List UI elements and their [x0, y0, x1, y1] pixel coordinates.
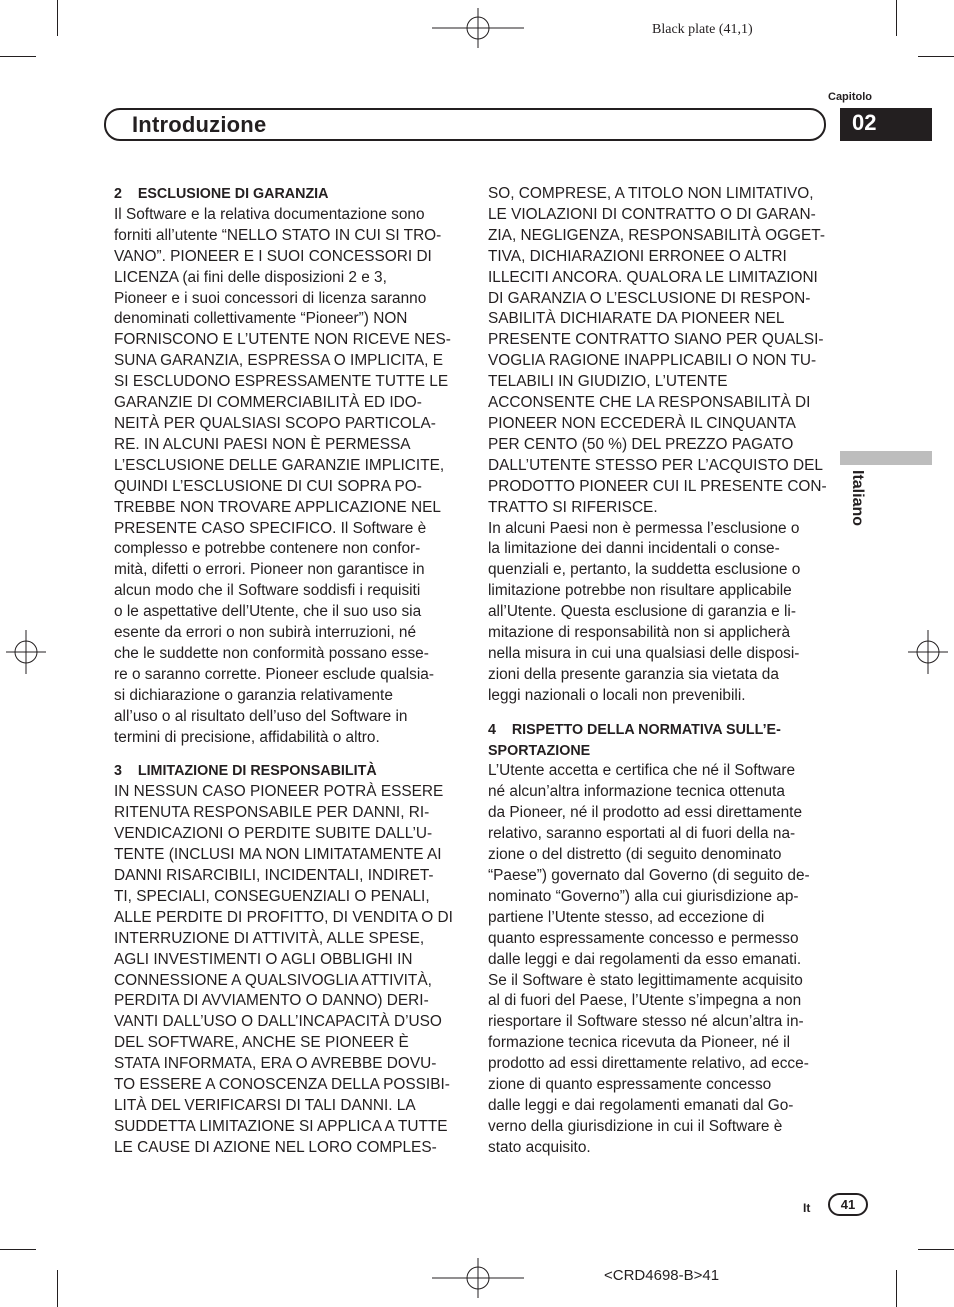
- section-3-heading: 3 LIMITAZIONE DI RESPONSABILITÀ: [114, 763, 377, 780]
- text-line: STATA INFORMATA, ERA O AVREBBE DOVU-: [114, 1055, 437, 1073]
- language-label: Italiano: [849, 470, 866, 527]
- text-line: TELABILI IN GIUDIZIO, L’UTENTE: [488, 373, 728, 391]
- section-3-continued-body: [488, 184, 833, 707]
- registration-mark-left: [6, 630, 46, 674]
- crop-mark: [918, 56, 954, 57]
- text-line: DEL SOFTWARE, ANCHE SE PIONEER È: [114, 1034, 409, 1052]
- text-line: IN NESSUN CASO PIONEER POTRÀ ESSERE: [114, 783, 444, 801]
- crop-mark: [0, 1249, 36, 1250]
- text-line: RE. IN ALCUNI PAESI NON È PERMESSA: [114, 435, 411, 453]
- text-line: CONNESSIONE A QUALSIVOGLIA ATTIVITÀ,: [114, 971, 432, 989]
- crop-mark: [896, 1270, 897, 1307]
- text-line: LE CAUSE DI AZIONE NEL LORO COMPLES-: [114, 1138, 437, 1156]
- text-line: complesso e potrebbe contenere non confor-: [114, 540, 421, 558]
- text-line: QUINDI L’ESCLUSIONE DI CUI SOPRA PO-: [114, 477, 422, 495]
- text-line: da Pioneer, né il prodotto ad essi direttamente: [488, 804, 802, 822]
- crop-mark: [918, 1249, 954, 1250]
- text-line: Pioneer e i suoi concessori di licenza saranno: [114, 289, 427, 307]
- section-4-heading-line-1: 4 RISPETTO DELLA NORMATIVA SULL’E-: [488, 721, 781, 738]
- text-line: nella misura in cui una qualsiasi delle disposi-: [488, 644, 800, 662]
- text-line: al di fuori del Paese, l’Utente s’impegna a non: [488, 992, 802, 1010]
- text-line: leggi nazionali o locali non prevenibili.: [488, 686, 746, 704]
- text-line: ZIA, NEGLIGENZA, RESPONSABILITÀ OGGET-: [488, 226, 825, 244]
- text-line: “Paese”) governato dal Governo (di seguito de-: [488, 867, 810, 884]
- text-line: PERDITA DI AVVIAMENTO O DANNO) DERI-: [114, 992, 429, 1010]
- text-line: forniti all’utente “NELLO STATO IN CUI SI TRO-: [114, 226, 442, 244]
- text-line: FORNISCONO E L’UTENTE NON RICEVE NES-: [114, 331, 451, 349]
- text-line: si dichiarazione o garanzia relativamente: [114, 686, 393, 704]
- text-line: prodotto ad essi direttamente relativo, ad ecce-: [488, 1055, 809, 1073]
- text-line: VANTI DALL’USO O DALL’INCAPACITÀ D’USO: [114, 1013, 442, 1031]
- text-line: PIONEER NON ECCEDERÀ IL CINQUANTA: [488, 414, 796, 432]
- text-line: riesportare il Software stesso né alcun’altra in-: [488, 1013, 804, 1031]
- text-line: quanto espressamente concesso e permesso: [488, 929, 799, 947]
- text-line: termini di precisione, affidabilità o altro.: [114, 728, 380, 746]
- text-line: all’uso o al risultato dell’uso del Software in: [114, 707, 408, 725]
- text-line: AGLI INVESTIMENTI O AGLI OBBLIGHI IN: [114, 950, 413, 968]
- section-2-heading: 2 ESCLUSIONE DI GARANZIA: [114, 186, 329, 202]
- chapter-number-tab: [840, 108, 932, 141]
- registration-mark-bottom: [432, 1258, 524, 1298]
- text-line: LITÀ DEL VERIFICARSI DI TALI DANNI. LA: [114, 1096, 416, 1114]
- language-tab-bar: [840, 451, 932, 465]
- language-code: It: [803, 1201, 811, 1215]
- text-line: verno della giurisdizione in cui il Software è: [488, 1117, 783, 1135]
- text-line: alcun modo che il Software soddisfi i requisiti: [114, 582, 421, 600]
- text-line: zione di quanto espressamente concesso: [488, 1076, 772, 1094]
- text-line: Il Software e la relativa documentazione sono: [114, 205, 425, 223]
- text-line: SABILITÀ DICHIARATE DA PIONEER NEL: [488, 310, 785, 328]
- registration-mark-right: [908, 630, 948, 674]
- text-line: NEITÀ PER QUALSIASI SCOPO PARTICOLA-: [114, 414, 436, 432]
- crop-mark: [0, 56, 36, 57]
- text-line: dalle leggi e dai regolamenti da esso emanati.: [488, 950, 802, 968]
- text-line: VENDICAZIONI O PERDITE SUBITE DALL’U-: [114, 825, 433, 843]
- text-line: all’Utente. Questa esclusione di garanzia e li-: [488, 603, 796, 621]
- text-line: denominati collettivamente “Pioneer”) NON: [114, 310, 408, 328]
- text-line: ILLECITI ANCORA. QUALORA LE LIMITAZIONI: [488, 268, 818, 286]
- text-line: ALLE PERDITE DI PROFITTO, DI VENDITA O DI: [114, 908, 453, 926]
- text-line: che le suddette non conformità possano esse-: [114, 644, 429, 662]
- text-line: stato acquisito.: [488, 1138, 591, 1156]
- text-line: GARANZIE DI COMMERCIABILITÀ ED IDO-: [114, 394, 422, 412]
- text-line: DALL’UTENTE STESSO PER L’ACQUISTO DEL: [488, 456, 823, 474]
- section-4-body: [488, 761, 833, 1158]
- text-line: mità, difetti o errori. Pioneer non garantisce in: [114, 561, 425, 579]
- text-line: VANO”. PIONEER E I SUOI CONCESSORI DI: [114, 247, 432, 265]
- text-line: LICENZA (ai fini delle disposizioni 2 e 3,: [114, 268, 387, 286]
- text-line: L’ESCLUSIONE DELLE GARANZIE IMPLICITE,: [114, 456, 445, 474]
- text-line: INTERRUZIONE DI ATTIVITÀ, ALLE SPESE,: [114, 929, 425, 947]
- text-line: L’Utente accetta e certifica che né il Software: [488, 762, 796, 780]
- text-line: TENTE (INCLUSI MA NON LIMITATAMENTE AI: [114, 846, 442, 864]
- crop-mark: [57, 1270, 58, 1307]
- left-column: [114, 184, 459, 1159]
- text-line: TRATTO SI RIFERISCE.: [488, 498, 658, 516]
- text-line: TREBBE NON TROVARE APPLICAZIONE NEL: [114, 498, 441, 516]
- crop-mark: [896, 0, 897, 36]
- registration-mark-top: [432, 8, 524, 48]
- document-code: <CRD4698-B>41: [604, 1267, 720, 1284]
- section-4-heading-line-2: SPORTAZIONE: [488, 742, 591, 759]
- section-2-body: [114, 205, 459, 749]
- text-line: ACCONSENTE CHE LA RESPONSABILITÀ DI: [488, 394, 811, 412]
- section-title: Introduzione: [132, 112, 267, 137]
- section-3-body: [114, 782, 459, 1158]
- crop-mark: [57, 0, 58, 36]
- page-number: 41: [828, 1193, 868, 1216]
- text-line: RITENUTA RESPONSABILE PER DANNI, RI-: [114, 804, 430, 822]
- text-line: Se il Software è stato legittimamente acquisito: [488, 971, 803, 989]
- text-line: mitazione di responsabilità non si applicherà: [488, 624, 791, 642]
- text-line: PRODOTTO PIONEER CUI IL PRESENTE CON-: [488, 477, 827, 495]
- text-line: zione o del distretto (di seguito denominato: [488, 846, 782, 864]
- right-column: [488, 184, 833, 1159]
- section-title-box: [104, 108, 826, 141]
- text-line: quenziali e, pertanto, la suddetta esclusione o: [488, 561, 801, 579]
- text-line: TIVA, DICHIARAZIONI ERRONEE O ALTRI: [488, 247, 787, 265]
- chapter-number: 02: [852, 110, 877, 135]
- text-line: né alcun’altra informazione tecnica ottenuta: [488, 783, 785, 801]
- text-line: SUDDETTA LIMITAZIONE SI APPLICA A TUTTE: [114, 1117, 448, 1135]
- text-line: In alcuni Paesi non è permessa l’esclusione o: [488, 519, 800, 537]
- text-line: PRESENTE CASO SPECIFICO. Il Software è: [114, 519, 427, 537]
- text-line: formazione tecnica ricevuta da Pioneer, né il: [488, 1034, 790, 1052]
- text-line: DANNI RISARCIBILI, INCIDENTALI, INDIRET-: [114, 867, 434, 884]
- text-line: limitazione potrebbe non risultare applicabile: [488, 582, 792, 600]
- text-line: nominato “Governo”) alla cui giurisdizione ap-: [488, 887, 799, 905]
- text-line: relativo, saranno esportati al di fuori della na-: [488, 825, 796, 843]
- text-line: SUNA GARANZIA, ESPRESSA O IMPLICITA, E: [114, 352, 443, 370]
- text-line: SO, COMPRESE, A TITOLO NON LIMITATIVO,: [488, 185, 814, 202]
- text-line: PRESENTE CONTRATTO SIANO PER QUALSI-: [488, 331, 824, 349]
- text-line: dalle leggi e dai regolamenti emanati dal Go-: [488, 1096, 794, 1114]
- text-line: DI GARANZIA O L’ESCLUSIONE DI RESPON-: [488, 289, 811, 307]
- text-line: zioni della presente garanzia sia vietata da: [488, 665, 779, 683]
- text-line: la limitazione dei danni incidentali o conse-: [488, 540, 780, 558]
- text-line: TI, SPECIALI, CONSEGUENZIALI O PENALI,: [114, 887, 430, 905]
- text-line: re o saranno corrette. Pioneer esclude qualsia-: [114, 665, 434, 683]
- text-line: TO ESSERE A CONOSCENZA DELLA POSSIBI-: [114, 1076, 450, 1094]
- text-line: PER CENTO (50 %) DEL PREZZO PAGATO: [488, 435, 794, 453]
- plate-label: Black plate (41,1): [652, 22, 753, 37]
- chapter-label: Capitolo: [828, 91, 872, 103]
- text-line: partiene l’Utente stesso, ad eccezione di: [488, 908, 765, 926]
- text-line: LE VIOLAZIONI DI CONTRATTO O DI GARAN-: [488, 205, 816, 223]
- text-line: SI ESCLUDONO ESPRESSAMENTE TUTTE LE: [114, 373, 449, 391]
- text-line: esente da errori o non subirà interruzioni, né: [114, 624, 417, 642]
- text-line: VOGLIA RAGIONE INAPPLICABILI O NON TU-: [488, 352, 817, 370]
- text-line: o le aspettative dell’Utente, che il suo uso sia: [114, 603, 422, 621]
